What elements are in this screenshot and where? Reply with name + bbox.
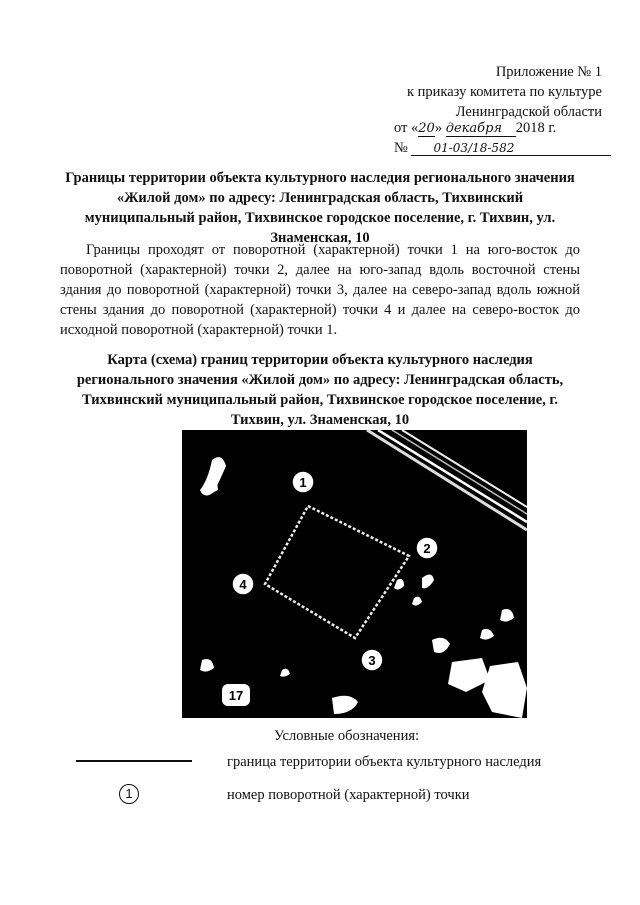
order-month: декабря [446,121,516,137]
order-day: 20 [418,121,435,136]
order-date: от «20» декабря 2018 г. [394,120,557,136]
svg-text:4: 4 [239,577,247,592]
svg-text:2: 2 [423,541,431,556]
order-number-value: 01-03/18-582 [411,141,611,156]
boundary-point-4 [232,573,254,595]
legend-point-circle-label: номер поворотной (характерной) точки [227,787,470,803]
boundary-polygon [265,506,409,638]
svg-text:17: 17 [228,688,244,703]
map-image [182,430,527,718]
appendix-header [362,62,602,122]
appendix-order-ref: к приказу комитета по культуре [406,84,602,100]
legend-boundary-line-label: граница территории объекта культурного наследия [227,754,542,770]
legend-boundary-line-sample [76,760,192,762]
svg-text:3: 3 [368,653,376,668]
boundary-map [182,430,527,718]
boundary-point-3 [361,649,383,671]
boundaries-title: Границы территории объекта культурного наследия регионального значения «Жилой дом» по адресу: Ленинградская область, Тихвинский муниципальный район, Тихвинское городское поселение, г. Тихвин, ул. Знаменская, 10 [65,170,575,246]
legend-point-circle-sample: 1 [119,784,139,804]
road-lines [367,430,527,530]
appendix-number: Приложение № 1 [495,64,602,80]
svg-text:1: 1 [299,475,307,490]
order-year: 2018 г. [515,120,557,136]
map-title: Карта (схема) границ территории объекта культурного наследия регионального значения «Жилой дом» по адресу: Ленинградская область, Тихвинский муниципальный район, Тихвинское городское поселение, г. Тихвин, ул. Знаменская, 10 [76,352,564,428]
legend-title: Условные обозначения: [274,728,420,744]
boundary-point-2 [416,537,438,559]
appendix-region: Ленинградской области [455,104,602,120]
house-number-label [222,684,250,706]
order-number: № 01-03/18-582 [394,140,611,157]
boundaries-description: Границы проходят от поворотной (характерной) точки 1 на юго-восток до поворотной (характерной) точки 2, далее на юго-запад вдоль восточной стены здания до поворотной (характерной) точки 3, далее на северо-запад вдоль южной стены здания до поворотной (характерной) точки 4 и далее на северо-восток до исходной поворотной (характерной) точки 1. [60,242,580,338]
boundary-point-1 [292,471,314,493]
